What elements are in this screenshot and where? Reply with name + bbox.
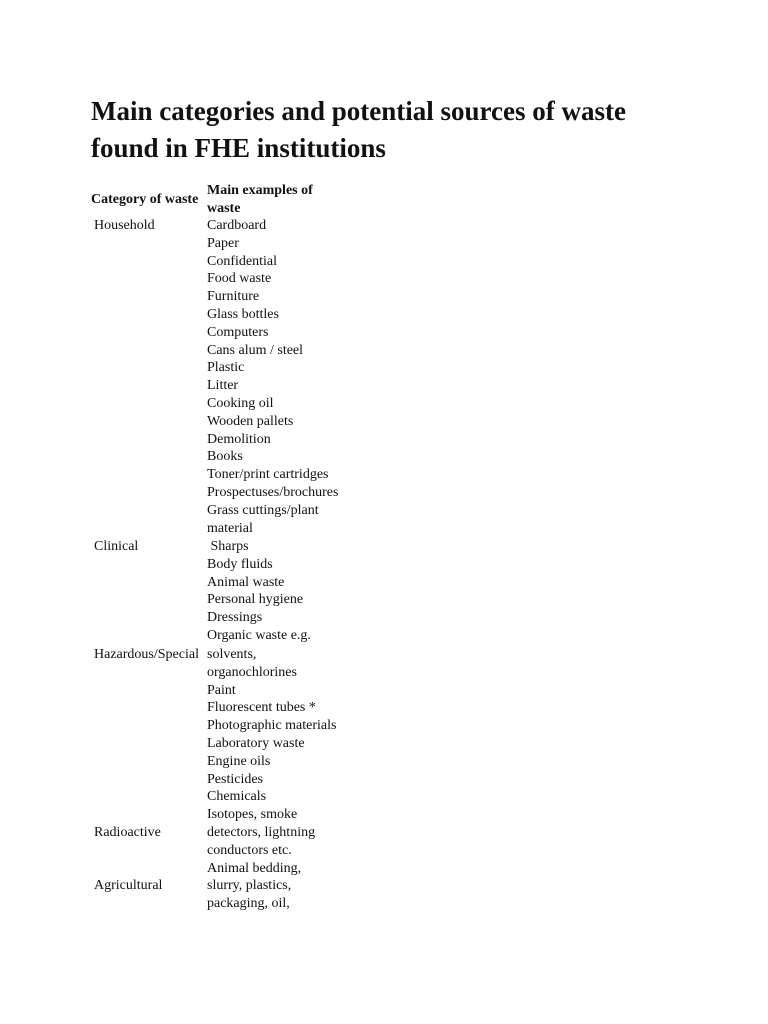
- category-agricultural: Agricultural: [94, 878, 163, 893]
- list-item: detectors, lightning: [207, 825, 316, 840]
- list-item: Furniture: [207, 289, 260, 305]
- list-item: Demolition: [207, 431, 271, 447]
- column-header-examples: Main examples of waste: [207, 183, 313, 216]
- list-item: Chemicals: [207, 789, 267, 805]
- list-item: Laboratory waste: [207, 735, 305, 751]
- list-item: Organic waste e.g.: [207, 627, 311, 643]
- list-item: Body fluids: [207, 556, 273, 572]
- examples-radioactive: [207, 824, 367, 877]
- list-item: Confidential: [207, 253, 277, 269]
- category-household: Household: [94, 218, 155, 233]
- list-item: Paint: [207, 682, 236, 698]
- list-item: Food waste: [207, 271, 272, 287]
- list-item: Wooden pallets: [207, 413, 294, 429]
- list-item: material: [207, 520, 253, 536]
- list-item: Fluorescent tubes *: [207, 700, 316, 716]
- list-item: Animal bedding,: [207, 860, 302, 876]
- list-item: organochlorines: [207, 664, 297, 680]
- list-item: Cans alum / steel: [207, 342, 304, 358]
- column-header-category: Category of waste: [91, 192, 199, 207]
- category-clinical: Clinical: [94, 539, 139, 554]
- list-item: Dressings: [207, 610, 263, 626]
- category-radioactive: Radioactive: [94, 825, 161, 840]
- examples-hazardous: [207, 646, 367, 824]
- list-item: Photographic materials: [207, 718, 337, 734]
- examples-agricultural: [207, 877, 367, 913]
- category-hazardous: Hazardous/Special: [94, 647, 199, 662]
- list-item: Computers: [207, 324, 269, 340]
- list-item: Glass bottles: [207, 306, 279, 322]
- list-item: Pesticides: [207, 771, 263, 787]
- examples-clinical: [207, 538, 367, 645]
- list-item: Litter: [207, 378, 239, 394]
- list-item: Personal hygiene: [207, 592, 304, 608]
- list-item: Animal waste: [207, 574, 285, 590]
- list-item: Paper: [207, 235, 239, 251]
- list-item: Cardboard: [207, 218, 267, 233]
- list-item: Isotopes, smoke: [207, 807, 298, 823]
- list-item: Books: [207, 449, 243, 465]
- list-item: Cooking oil: [207, 395, 274, 411]
- list-item: Sharps: [207, 539, 249, 554]
- list-item: slurry, plastics,: [207, 878, 292, 893]
- list-item: solvents,: [207, 647, 257, 662]
- page-title: Main categories and potential sources of waste found in FHE institutions: [91, 96, 626, 163]
- list-item: Engine oils: [207, 753, 271, 769]
- list-item: conductors etc.: [207, 842, 292, 858]
- list-item: packaging, oil,: [207, 895, 290, 911]
- list-item: Toner/print cartridges: [207, 467, 329, 483]
- examples-household: [207, 217, 367, 537]
- list-item: Grass cuttings/plant: [207, 502, 319, 518]
- list-item: Prospectuses/brochures: [207, 484, 339, 500]
- list-item: Plastic: [207, 360, 245, 376]
